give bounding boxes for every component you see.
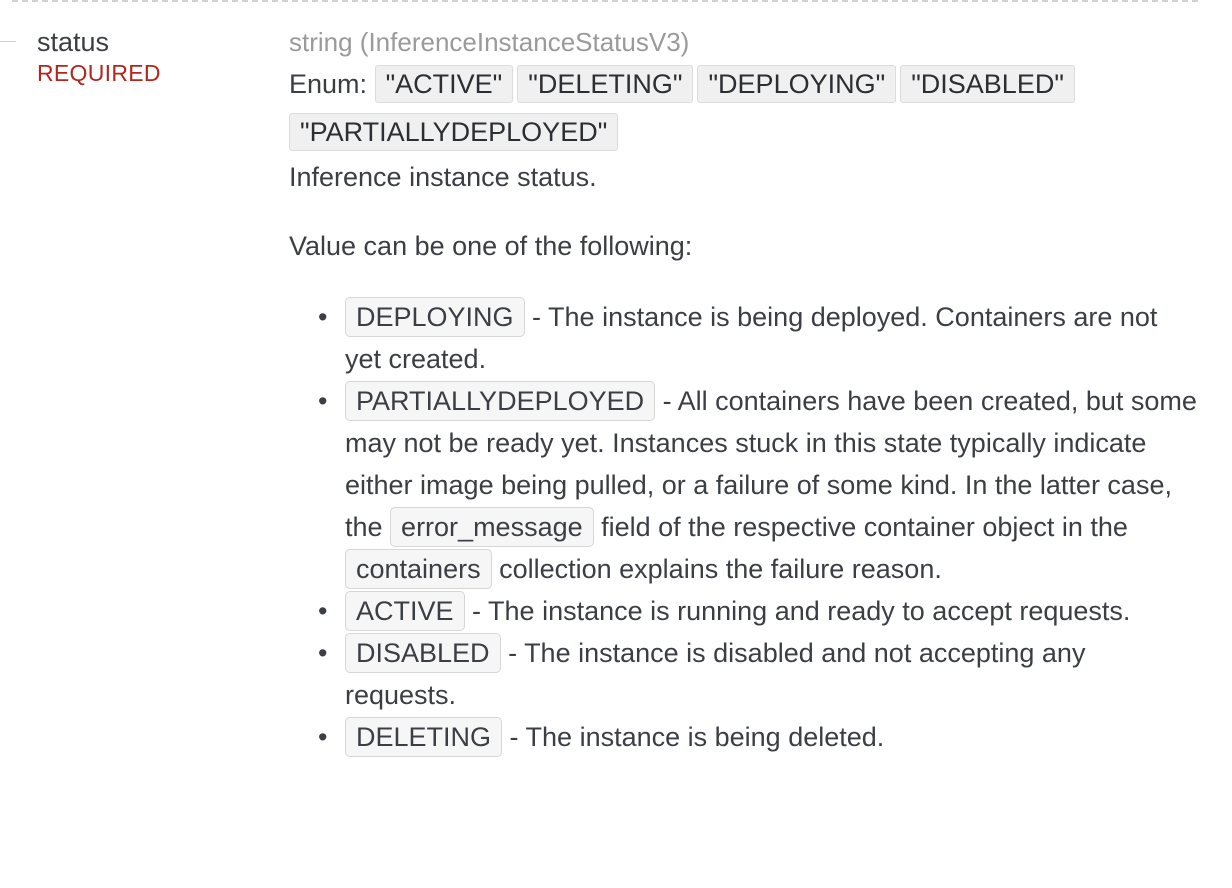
required-badge: REQUIRED — [37, 60, 161, 86]
enum-list — [289, 60, 1199, 156]
value-description: - All containers have been created, but some may not be ready yet. Instances stuck in this state typically indicate either image being pulled, or a failure of some kind. In the latter case, the — [345, 386, 1197, 542]
property-type: string (InferenceInstanceStatusV3) — [289, 27, 690, 57]
property-name: status — [37, 27, 110, 57]
value-description-continued: field of the respective container object in the — [593, 512, 1128, 542]
value-description: - The instance is being deployed. Containers are not yet created. — [345, 302, 1158, 374]
value-code: DISABLED — [345, 633, 501, 673]
enum-value-deploying: "DEPLOYING" — [697, 65, 896, 103]
list-item — [318, 716, 1199, 758]
value-description: - The instance is running and ready to accept requests. — [464, 596, 1131, 626]
value-code: DEPLOYING — [345, 297, 525, 337]
value-code: PARTIALLYDEPLOYED — [345, 381, 655, 421]
property-details — [289, 26, 1199, 758]
bullet-icon: • — [318, 302, 328, 332]
property-description: Inference instance status. — [289, 162, 597, 192]
bullet-icon: • — [318, 386, 328, 416]
value-code: ACTIVE — [345, 591, 465, 631]
value-description: - The instance is disabled and not accepting any requests. — [345, 638, 1086, 710]
list-item — [318, 590, 1199, 632]
values-list — [289, 296, 1199, 758]
list-item — [318, 380, 1199, 590]
values-intro: Value can be one of the following: — [289, 231, 693, 261]
bullet-icon: • — [318, 638, 328, 668]
value-description-end: collection explains the failure reason. — [491, 554, 942, 584]
enum-value-deleting: "DELETING" — [517, 65, 693, 103]
bullet-icon: • — [318, 722, 328, 752]
enum-value-active: "ACTIVE" — [375, 65, 514, 103]
value-description: - The instance is being deleted. — [502, 722, 885, 752]
list-item — [318, 632, 1199, 716]
property-name-column — [37, 26, 161, 88]
tree-connector — [0, 41, 16, 42]
list-item — [318, 296, 1199, 380]
bullet-icon: • — [318, 596, 328, 626]
containers-code: containers — [345, 549, 492, 589]
error-message-code: error_message — [390, 507, 594, 547]
section-divider — [12, 0, 1198, 2]
enum-value-disabled: "DISABLED" — [900, 65, 1075, 103]
enum-value-partiallydeployed: "PARTIALLYDEPLOYED" — [289, 113, 618, 151]
value-code: DELETING — [345, 717, 502, 757]
enum-label: Enum: — [289, 69, 368, 99]
